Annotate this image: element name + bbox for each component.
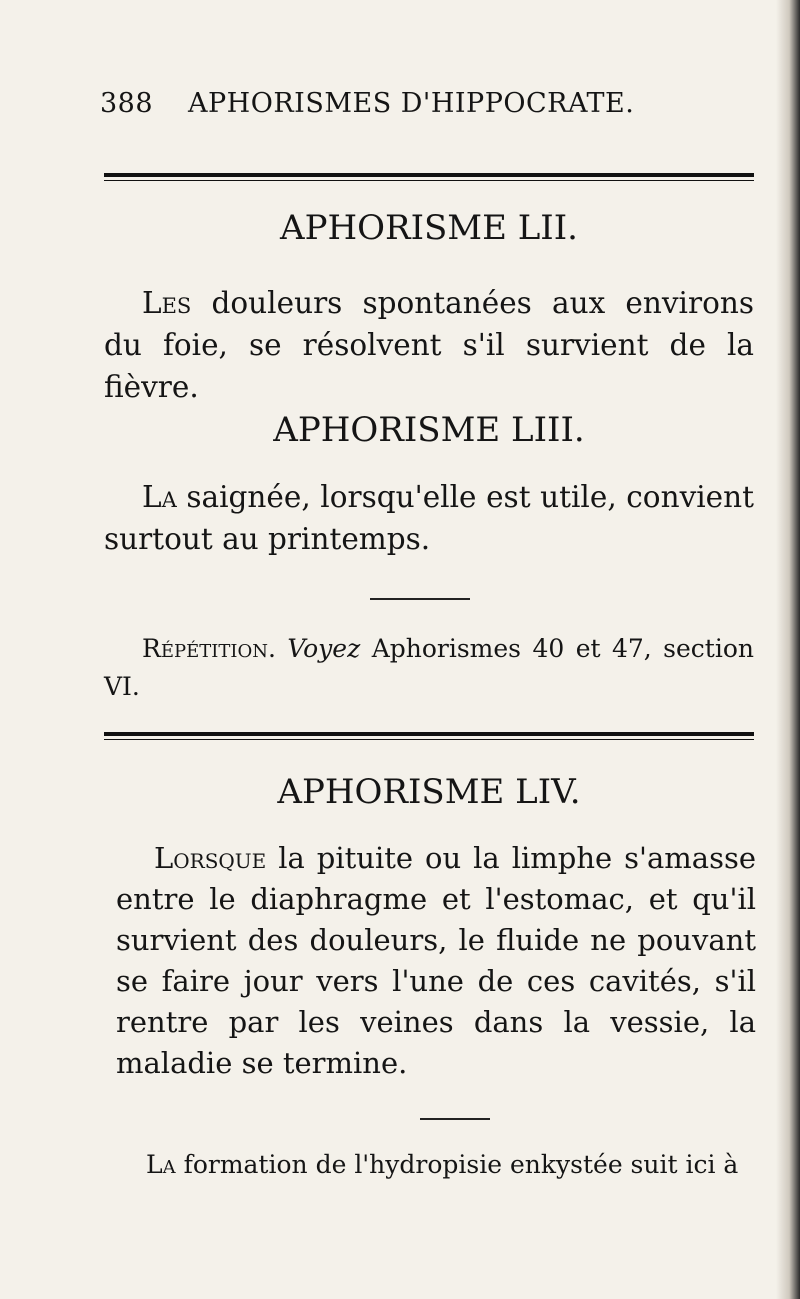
repetition-note [104, 630, 754, 706]
lead-word: Lorsque [154, 841, 267, 875]
running-header [100, 88, 660, 119]
heading-aphorisme-liv: APHORISME LIV. [277, 772, 581, 812]
lead-word: La [142, 480, 177, 514]
aphorisme-liv-text [116, 838, 756, 1084]
note-label: Répétition. [142, 634, 276, 663]
header-rule [104, 173, 754, 177]
note-text: Aphorismes 40 et 47, section VI. [104, 634, 754, 701]
paragraph-body: la pituite ou la limphe s'amasse entre le diaphragme et l'estomac, et qu'il survient des douleurs, le fluide ne pouvant se faire jour vers l'une de ces cavités, s'il rentre par les veines dans la vessie, la maladie se termine. [116, 841, 756, 1080]
separator-rule-2 [420, 1118, 490, 1120]
page-number: 388 [100, 88, 154, 119]
note-voyez: Voyez [287, 634, 361, 663]
paragraph-body: douleurs spontanées aux environs du foie, se résolvent s'il survient de la fièvre. [104, 286, 754, 404]
header-rule-thin [104, 180, 754, 181]
page-edge-shadow [776, 0, 800, 1299]
section-rule [104, 732, 754, 736]
aphorisme-liii-text [104, 476, 754, 560]
separator-rule [370, 598, 470, 600]
section-rule-thin [104, 739, 754, 740]
paragraph-body: saignée, lorsqu'elle est utile, convient surtout au printemps. [104, 480, 754, 556]
aphorisme-lii-text [104, 282, 754, 408]
paragraph-body: formation de l'hydropisie enkystée suit ici à [183, 1150, 739, 1179]
lead-word: La [146, 1150, 176, 1179]
running-title: APHORISMES D'HIPPOCRATE. [188, 88, 635, 119]
heading-aphorisme-lii: APHORISME LII. [280, 208, 578, 248]
heading-aphorisme-liii: APHORISME LIII. [273, 410, 585, 450]
lead-word: Les [142, 286, 192, 320]
commentary-text [104, 1150, 764, 1179]
